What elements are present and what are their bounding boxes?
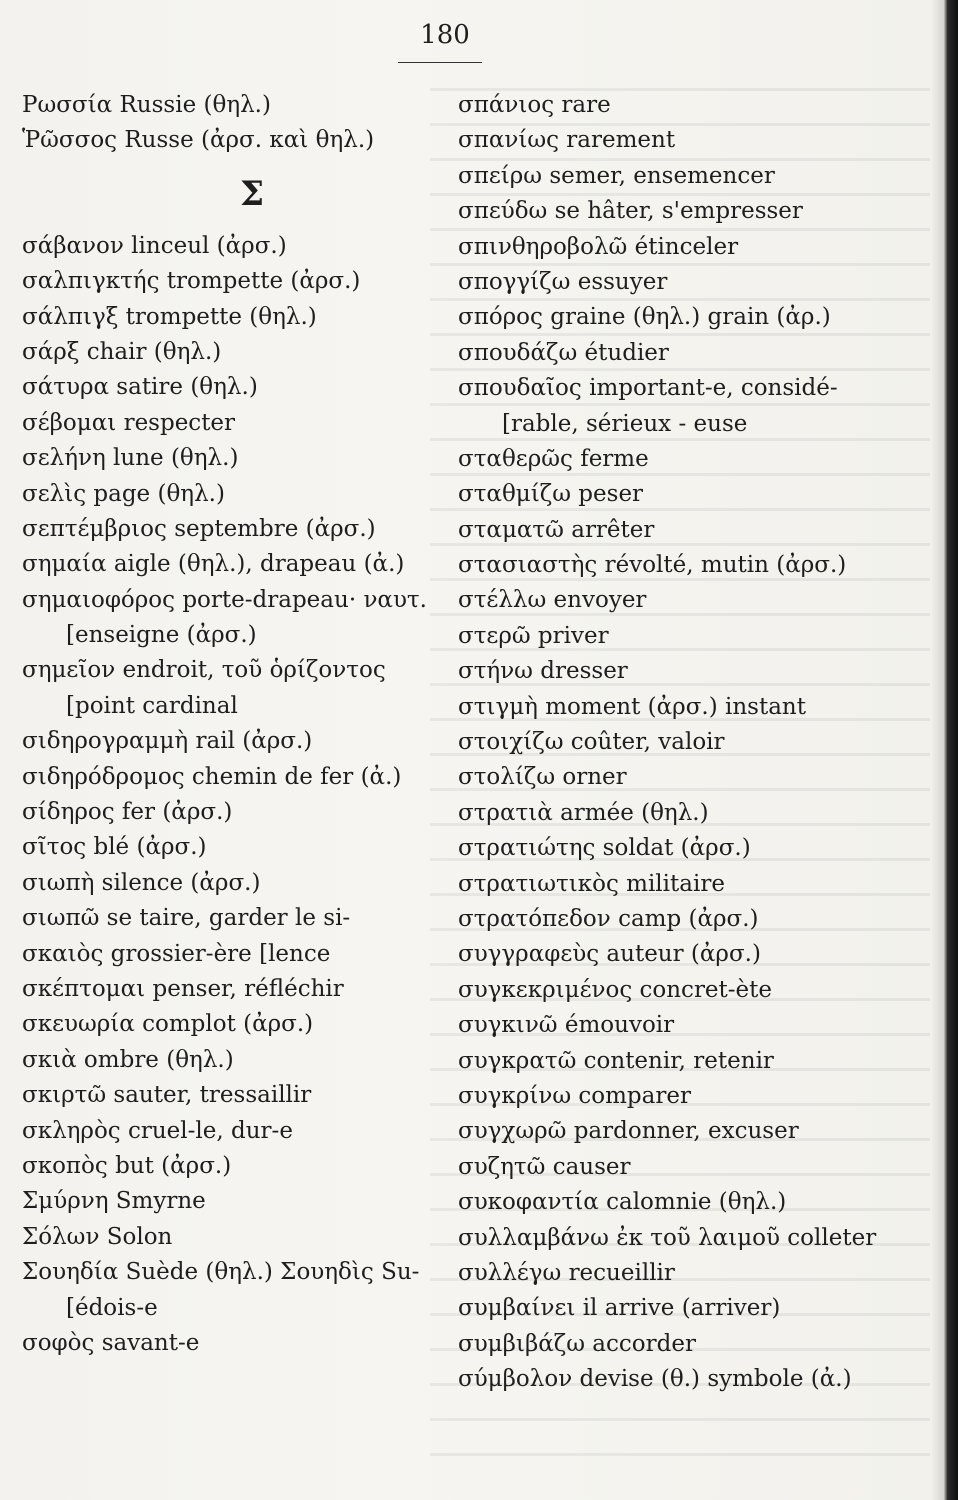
dictionary-entry: συγκρατῶ contenir, retenir (458, 1047, 774, 1074)
dictionary-entry: συγκεκριμένος concret-ète (458, 976, 773, 1003)
page-binding-edge (932, 0, 958, 1500)
dictionary-entry: Ῥῶσσος Russe (ἀρσ. καὶ θηλ.) (22, 127, 375, 154)
dictionary-entry: σάλπιγξ trompette (θηλ.) (22, 303, 317, 330)
dictionary-entry: σοφὸς savant-e (22, 1329, 200, 1356)
dictionary-entry: σπογγίζω essuyer (458, 268, 668, 295)
dictionary-entry: συγκρίνω comparer (458, 1082, 691, 1109)
dictionary-entry: σκιὰ ombre (θηλ.) (22, 1046, 234, 1073)
dictionary-entry-continuation: [enseigne (ἀρσ.) (66, 622, 257, 649)
dictionary-entry: σταθερῶς ferme (458, 445, 649, 472)
dictionary-entry: σιδηρόδρομος chemin de fer (ἀ.) (22, 763, 402, 790)
dictionary-entry: σκευωρία complot (ἀρσ.) (22, 1011, 314, 1038)
dictionary-entry: συλλαμβάνω ἐκ τοῦ λαιμοῦ colleter (458, 1224, 877, 1251)
dictionary-entry: σταθμίζω peser (458, 481, 644, 508)
dictionary-entry: σύμβολον devise (θ.) symbole (ἀ.) (458, 1366, 852, 1393)
dictionary-entry: σημαιοφόρος porte-drapeau· ναυτ. (22, 586, 427, 613)
dictionary-entry: σκέπτομαι penser, réfléchir (22, 975, 344, 1002)
dictionary-entry: σελήνη lune (θηλ.) (22, 445, 239, 472)
dictionary-entry: σάτυρα satire (θηλ.) (22, 374, 258, 401)
dictionary-entry: συμβαίνει il arrive (arriver) (458, 1295, 781, 1322)
dictionary-entry: Ρωσσία Russie (θηλ.) (22, 92, 271, 118)
dictionary-entry: στερῶ priver (458, 622, 609, 649)
dictionary-entry: στήνω dresser (458, 658, 628, 685)
dictionary-entry: σῖτος blé (ἀρσ.) (22, 834, 207, 861)
page-number: 180 (420, 20, 470, 50)
dictionary-entry: στασιαστὴς révolté, mutin (ἀρσ.) (458, 552, 847, 579)
dictionary-entry: σεπτέμβριος septembre (ἀρσ.) (22, 515, 376, 542)
dictionary-entry: σπανίως rarement (458, 127, 676, 154)
dictionary-entry: σπάνιος rare (458, 92, 611, 118)
dictionary-entry-continuation: [édois-e (66, 1294, 158, 1321)
dictionary-entry: σάρξ chair (θηλ.) (22, 338, 222, 365)
section-letter-heading: Σ (239, 173, 265, 214)
dictionary-entry: σάβανον linceul (ἀρσ.) (22, 232, 287, 259)
dictionary-entry: σκοπὸς but (ἀρσ.) (22, 1152, 232, 1179)
right-column (458, 88, 878, 1397)
dictionary-entry: συγχωρῶ pardonner, excuser (458, 1118, 799, 1145)
dictionary-entry: σημεῖον endroit, τοῦ ὁρίζοντος (22, 657, 386, 684)
dictionary-entry: συγγραφεὺς auteur (ἀρσ.) (458, 941, 761, 968)
dictionary-entry: σίδηρος fer (ἀρσ.) (22, 799, 233, 826)
dictionary-entry: συμβιβάζω accorder (458, 1330, 696, 1357)
dictionary-entry: Σουηδία Suède (θηλ.) Σουηδὶς Su- (22, 1259, 420, 1286)
dictionary-entry: σιδηρογραμμὴ rail (ἀρσ.) (22, 728, 313, 755)
left-column (22, 88, 442, 1361)
dictionary-entry: στοιχίζω coûter, valoir (458, 729, 725, 756)
dictionary-entry: σκιρτῶ sauter, tressaillir (22, 1082, 312, 1109)
dictionary-entry: Σμύρνη Smyrne (22, 1188, 206, 1215)
dictionary-entry: στρατιωτικὸς militaire (458, 870, 725, 897)
dictionary-entry: στρατόπεδον camp (ἀρσ.) (458, 905, 759, 932)
dictionary-entry: σιωπὴ silence (ἀρσ.) (22, 869, 261, 896)
dictionary-entry: σπείρω semer, ensemencer (458, 162, 775, 189)
dictionary-entry: σπόρος graine (θηλ.) grain (ἀρ.) (458, 304, 831, 331)
dictionary-entry: σπινθηροβολῶ étinceler (458, 233, 739, 260)
dictionary-entry: σελὶς page (θηλ.) (22, 480, 225, 507)
dictionary-entry: στολίζω orner (458, 764, 627, 791)
dictionary-entry: σιωπῶ se taire, garder le si- (22, 905, 351, 932)
dictionary-entry: στρατιώτης soldat (ἀρσ.) (458, 835, 751, 862)
dictionary-entry: σπεύδω se hâter, s'empresser (458, 198, 803, 225)
dictionary-entry: σπουδάζω étudier (458, 339, 669, 366)
dictionary-entry: σκαιὸς grossier-ère [lence (22, 940, 331, 967)
dictionary-entry: σαλπιγκτής trompette (ἀρσ.) (22, 268, 361, 295)
dictionary-entry: σέβομαι respecter (22, 409, 236, 436)
dictionary-entry: συλλέγω recueillir (458, 1259, 675, 1286)
dictionary-entry: σταματῶ arrêter (458, 516, 655, 543)
dictionary-entry: στιγμὴ moment (ἀρσ.) instant (458, 693, 806, 720)
dictionary-entry: σημαία aigle (θηλ.), drapeau (ἀ.) (22, 551, 405, 578)
dictionary-entry: συγκινῶ émouvoir (458, 1012, 675, 1039)
dictionary-entry: στρατιὰ armée (θηλ.) (458, 799, 709, 826)
dictionary-entry: Σόλων Solon (22, 1223, 173, 1250)
dictionary-entry-continuation: [rable, sérieux - euse (502, 410, 748, 437)
dictionary-entry-continuation: [point cardinal (66, 692, 238, 719)
dictionary-entry: στέλλω envoyer (458, 587, 647, 614)
page-number-rule (398, 62, 482, 63)
dictionary-entry: σκληρὸς cruel-le, dur-e (22, 1117, 293, 1144)
dictionary-entry: σπουδαῖος important-e, considé- (458, 375, 838, 402)
dictionary-entry: συκοφαντία calomnie (θηλ.) (458, 1189, 787, 1216)
dictionary-entry: συζητῶ causer (458, 1153, 631, 1180)
